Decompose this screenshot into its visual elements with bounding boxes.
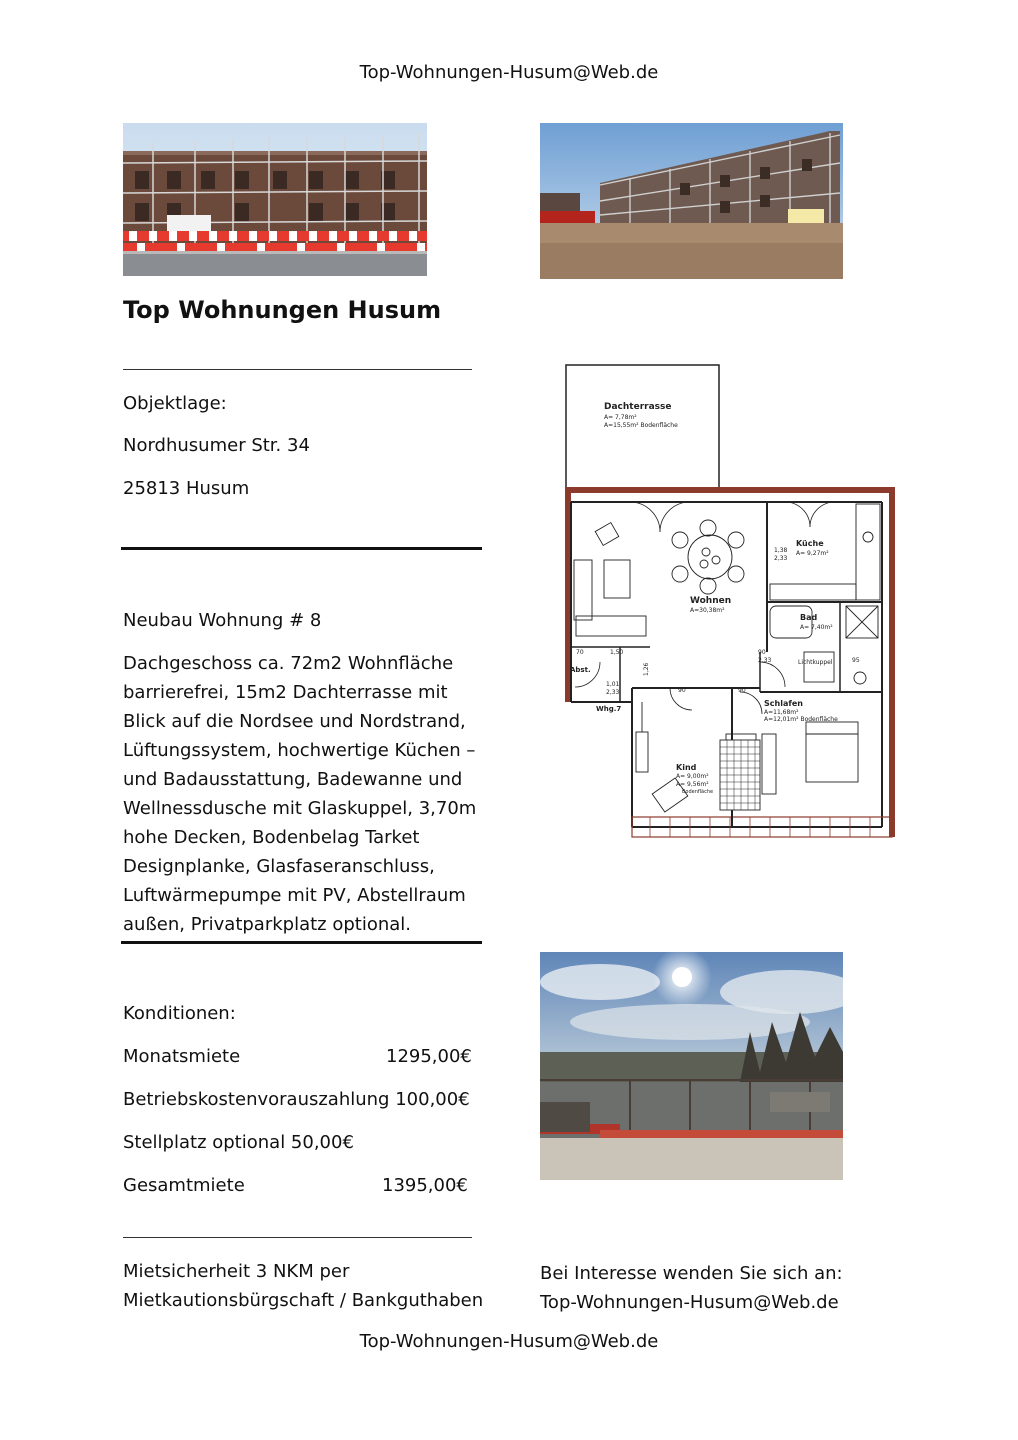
divider — [123, 369, 472, 370]
location-city: 25813 Husum — [123, 478, 250, 499]
floorplan-label: Schlafen — [764, 699, 803, 708]
floorplan-label: Küche — [796, 539, 824, 548]
stellplatz: Stellplatz optional 50,00€ — [123, 1132, 354, 1153]
floorplan-label: 70 — [576, 649, 584, 656]
floorplan-label: Abst. — [570, 666, 591, 674]
deposit-line-2: Mietkautionsbürgschaft / Bankguthaben — [123, 1290, 484, 1311]
floorplan-label: 90 — [738, 687, 746, 694]
building-photo-street — [123, 123, 427, 276]
floorplan-label: 2,33 — [758, 657, 772, 664]
floorplan-label: A= 9,56m² — [676, 781, 709, 788]
header-email: Top-Wohnungen-Husum@Web.de — [359, 62, 659, 83]
floorplan-label: Whg.7 — [596, 705, 622, 713]
description-line: Lüftungssystem, hochwertige Küchen – — [123, 740, 476, 761]
description-line: hohe Decken, Bodenbelag Tarket — [123, 827, 420, 848]
floorplan-label: 2,33 — [606, 689, 620, 696]
floorplan-label: Wohnen — [690, 596, 732, 606]
apartment-description — [123, 649, 493, 939]
floor-plan — [560, 362, 900, 842]
divider — [121, 547, 482, 550]
floorplan-label: 1,01 — [606, 681, 620, 688]
monatsmiete-value: 1295,00€ — [386, 1046, 472, 1067]
floorplan-label: 95 — [852, 657, 860, 664]
page-title: Top Wohnungen Husum — [123, 296, 442, 324]
floorplan-label: A= 7,40m² — [800, 624, 833, 631]
contact-email: Top-Wohnungen-Husum@Web.de — [540, 1292, 839, 1313]
floorplan-label: Kind — [676, 763, 697, 772]
deposit-line-1: Mietsicherheit 3 NKM per — [123, 1261, 350, 1282]
location-label: Objektlage: — [123, 393, 227, 414]
floorplan-label: 1,38 — [774, 547, 788, 554]
divider — [121, 941, 482, 944]
floorplan-label: Lichtkuppel — [798, 659, 833, 666]
conditions-label: Konditionen: — [123, 1003, 236, 1024]
description-line: Wellnessdusche mit Glaskuppel, 3,70m — [123, 798, 477, 819]
floorplan-label: A= 7,78m² — [604, 414, 637, 421]
floorplan-label: A= 9,27m² — [796, 550, 829, 557]
description-line: Blick auf die Nordsee und Nordstrand, — [123, 711, 466, 732]
floorplan-label: A=30,38m² — [690, 607, 725, 614]
floorplan-label: A= 9,00m² — [676, 773, 709, 780]
building-photo-site — [540, 123, 843, 279]
floorplan-label: A=12,01m² Bodenfläche — [764, 716, 838, 723]
divider — [123, 1237, 472, 1238]
floorplan-label: Bad — [800, 613, 818, 622]
description-line: außen, Privatparkplatz optional. — [123, 914, 412, 935]
description-line: Designplanke, Glasfaseranschluss, — [123, 856, 435, 877]
description-line: Luftwärmepumpe mit PV, Abstellraum — [123, 885, 466, 906]
floorplan-label: 1,50 — [610, 649, 624, 656]
floorplan-label: Dachterrasse — [604, 402, 672, 412]
betriebskosten: Betriebskostenvorauszahlung 100,00€ — [123, 1089, 470, 1110]
description-line: Dachgeschoss ca. 72m2 Wohnfläche — [123, 653, 454, 674]
description-line: und Badausstattung, Badewanne und — [123, 769, 463, 790]
floorplan-label: 1,26 — [643, 662, 650, 676]
floorplan-label: A=15,55m² Bodenfläche — [604, 422, 678, 429]
floorplan-label: 2,33 — [774, 555, 788, 562]
floorplan-label: A=11,68m² — [764, 709, 799, 716]
footer-email: Top-Wohnungen-Husum@Web.de — [359, 1331, 659, 1352]
gesamtmiete-value: 1395,00€ — [382, 1175, 468, 1196]
terrace-view-photo — [540, 952, 843, 1180]
apartment-heading: Neubau Wohnung # 8 — [123, 610, 322, 631]
contact-line: Bei Interesse wenden Sie sich an: — [540, 1263, 843, 1284]
gesamtmiete-label: Gesamtmiete — [123, 1175, 245, 1196]
monatsmiete-label: Monatsmiete — [123, 1046, 241, 1067]
location-street: Nordhusumer Str. 34 — [123, 435, 310, 456]
description-line: barrierefrei, 15m2 Dachterrasse mit — [123, 682, 448, 703]
floorplan-label: 90 — [758, 649, 766, 656]
floorplan-label: Bodenfläche — [682, 789, 714, 795]
floorplan-label: 90 — [678, 687, 686, 694]
